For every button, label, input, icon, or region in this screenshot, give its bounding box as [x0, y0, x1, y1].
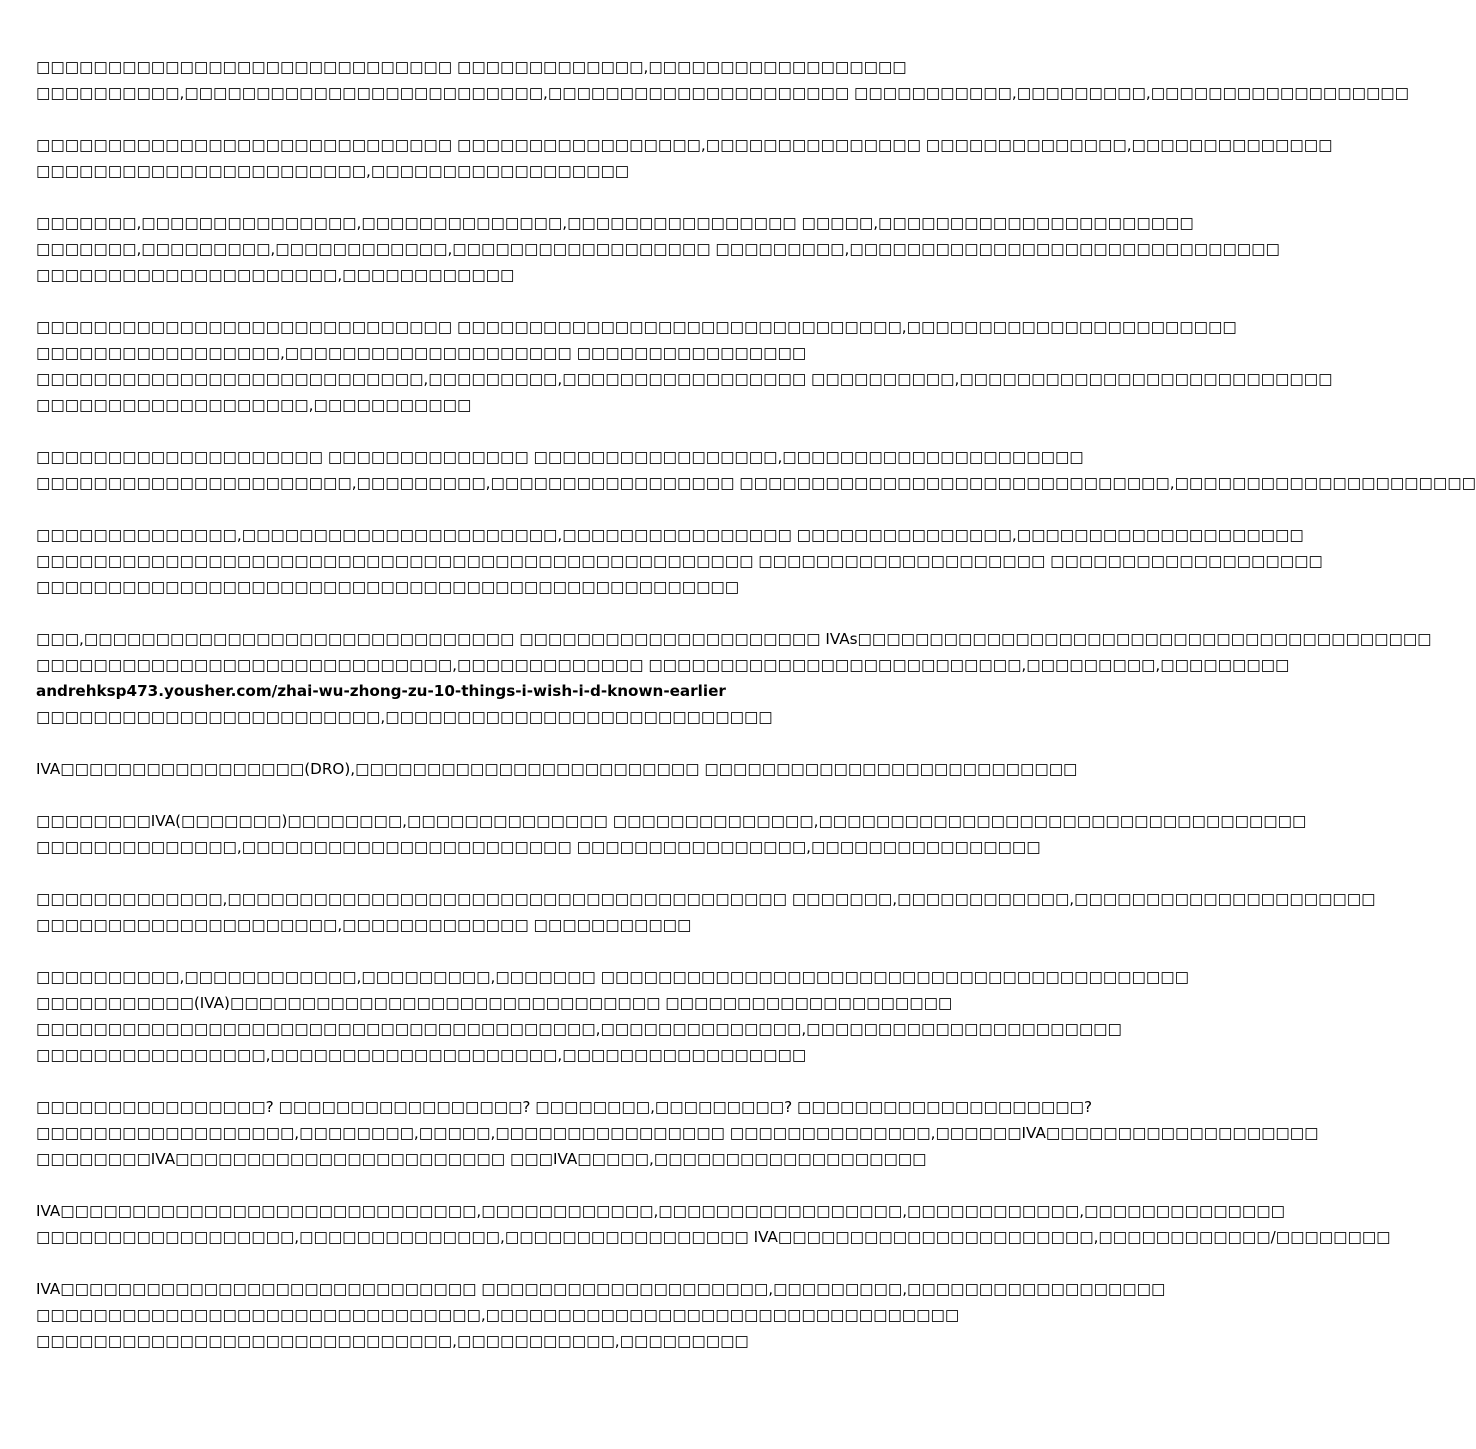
- paragraph-11: [36, 964, 1189, 1068]
- text-line: □□□□□□□□□□□□□□□□□□□□ □□□□□□□□□□□□□□ □□□□□□□□□□□□□□□□□,□□□□□□□□□□□□□□□□□□□□□: [36, 448, 1084, 466]
- paragraph-13: [36, 1198, 1391, 1250]
- text-line: □□□□□□□□IVA□□□□□□□□□□□□□□□□□□□□□□□ □□□IVA□□□□□,□□□□□□□□□□□□□□□□□□□: [36, 1150, 927, 1168]
- text-line: □□□□□□□□□□□□□□□□□□□□□□□□□□□,□□□□□□□□□,□□□□□□□□□□□□□□□□□ □□□□□□□□□□,□□□□□□□□□□□□□□□□□□□□□□□□□□: [36, 370, 1333, 388]
- text-line: □□□□□□□□□□□□□□□□□□□□□□□□□□□□□ □□□□□□□□□□□□□□□□□,□□□□□□□□□□□□□□□ □□□□□□□□□□□□□□,□□□□□□□□□□□□□□: [36, 136, 1333, 154]
- text-line: □□□□□□□□□□□□□□□□□□□□□□□,□□□□□□□□□□□□□□□□□□: [36, 162, 630, 180]
- paragraph-10: [36, 886, 1376, 938]
- text-line: □□□□□□□□□□□□□□□□□□,□□□□□□□□,□□□□□,□□□□□□□□□□□□□□□□ □□□□□□□□□□□□□□,□□□□□□IVA□□□□□□□□□□□□□□□□□□□: [36, 1124, 1319, 1142]
- text-line: □□□□□□□□□□□□□□□□□□□□□□□□□□□□□ □□□□□□□□□□□□□,□□□□□□□□□□□□□□□□□□: [36, 58, 907, 76]
- paragraph-2: [36, 132, 1333, 184]
- text-line: □□□□□□□□□□□□□□□□□□□□□□□□□□□□□□□□□□□□□□□□□□□□□□□□□□ □□□□□□□□□□□□□□□□□□□□ □□□□□□□□□□□□□□□□□□□: [36, 552, 1323, 570]
- paragraph-12: [36, 1094, 1319, 1172]
- text-line: □□□□□□□□□□□□□,□□□□□□□□□□□□□□□□□□□□□□□□□□□□□□□□□□□□□□□ □□□□□□□,□□□□□□□□□□□□,□□□□□□□□□□□□□□□□□□□□□: [36, 890, 1376, 908]
- text-line: □□□□□□□□□□□□□□□□□□,□□□□□□□□□□□□□□,□□□□□□□□□□□□□□□□□ IVA□□□□□□□□□□□□□□□□□□□□□□,□□□□□□□□□□□□/□□□□□□□□: [36, 1228, 1391, 1246]
- text-line: □□□□□□□□□□□□□□□□,□□□□□□□□□□□□□□□□□□□□,□□□□□□□□□□□□□□□□□: [36, 1046, 807, 1064]
- paragraph-6: [36, 522, 1323, 600]
- text-line: □□□□□□□□□□□□□□,□□□□□□□□□□□□□□□□□□□□□□□ □□□□□□□□□□□□□□□□,□□□□□□□□□□□□□□□□: [36, 838, 1041, 856]
- text-line: □□□□□□□,□□□□□□□□□□□□□□□,□□□□□□□□□□□□□□,□□□□□□□□□□□□□□□□ □□□□□,□□□□□□□□□□□□□□□□□□□□□□: [36, 214, 1194, 232]
- text-line: □□□□□□□□□□□□□□□□□□□□□□,□□□□□□□□□,□□□□□□□□□□□□□□□□□ □□□□□□□□□□□□□□□□□□□□□□□□□□□□□□,□□□□□□□□□□□□□□□□□□□□□: [36, 474, 1476, 492]
- text-line: □□□□□□□□□□□□□□□□□□□□□□□□□□□□□,□□□□□□□□□□□,□□□□□□□□□: [36, 1332, 749, 1350]
- text-line: □□□□□□□□□□□□□□,□□□□□□□□□□□□□□□□□□□□□□,□□□□□□□□□□□□□□□□ □□□□□□□□□□□□□□□,□□□□□□□□□□□□□□□□□□□□: [36, 526, 1304, 544]
- paragraph-7: [36, 626, 1432, 730]
- text-line: □□□□□□□□□□□□□□□□□□□□□,□□□□□□□□□□□□: [36, 266, 515, 284]
- text-line: IVA□□□□□□□□□□□□□□□□□□□□□□□□□□□□□,□□□□□□□□□□□□,□□□□□□□□□□□□□□□□□,□□□□□□□□□□□□,□□□□□□□□□□□□□□: [36, 1202, 1285, 1220]
- text-line: □□□□□□□□□□□□□□□□□□□□□□□□□□□□□□□,□□□□□□□□□□□□□□□□□□□□□□□□□□□□□□□□□: [36, 1306, 960, 1324]
- paragraph-5: [36, 444, 1476, 496]
- text-line: □□□□□□□□□□□□□□□□□□□□□□□□□□□□□ □□□□□□□□□□□□□□□□□□□□□□□□□□□□□□□,□□□□□□□□□□□□□□□□□□□□□□□: [36, 318, 1237, 336]
- text-line: □□□□□□□□□□□□□□□□□□□□□□□□□□□□□□□□□□□□□□□□□□□□□□□□□: [36, 578, 740, 596]
- document-body: [36, 54, 1476, 1380]
- text-line: □□□,□□□□□□□□□□□□□□□□□□□□□□□□□□□□□□ □□□□□□□□□□□□□□□□□□□□□ IVAs□□□□□□□□□□□□□□□□□□□□□□□□□□□□□□□□□□□□□□□□: [36, 630, 1432, 648]
- text-line: □□□□□□□□IVA(□□□□□□□)□□□□□□□□,□□□□□□□□□□□□□□ □□□□□□□□□□□□□□,□□□□□□□□□□□□□□□□□□□□□□□□□□□□□□□□□□: [36, 812, 1307, 830]
- text-line: □□□□□□□□□□□□□□□□□□□□□□□□,□□□□□□□□□□□□□□□□□□□□□□□□□□□: [36, 708, 773, 726]
- text-line: □□□□□□□□□□,□□□□□□□□□□□□□□□□□□□□□□□□□,□□□□□□□□□□□□□□□□□□□□□ □□□□□□□□□□□,□□□□□□□□□,□□□□□□□□□□□□□□□□□□: [36, 84, 1409, 102]
- text-line: □□□□□□□□□□□□□□□□? □□□□□□□□□□□□□□□□□? □□□□□□□□,□□□□□□□□□? □□□□□□□□□□□□□□□□□□□□?: [36, 1098, 1093, 1116]
- text-line: □□□□□□□□□□□□□□□□□,□□□□□□□□□□□□□□□□□□□□ □□□□□□□□□□□□□□□□: [36, 344, 807, 362]
- text-line: □□□□□□□□□□□□□□□□□□□,□□□□□□□□□□□: [36, 396, 472, 414]
- text-line: □□□□□□□□□□□□□□□□□□□□□□□□□□□□□,□□□□□□□□□□□□□ □□□□□□□□□□□□□□□□□□□□□□□□□□,□□□□□□□□□,□□□□□□□□□: [36, 656, 1290, 674]
- article-link[interactable]: andrehksp473.yousher.com/zhai-wu-zhong-zu-10-things-i-wish-i-d-known-earlier: [36, 682, 726, 700]
- text-line: IVA□□□□□□□□□□□□□□□□□□□□□□□□□□□□□ □□□□□□□□□□□□□□□□□□□□,□□□□□□□□□,□□□□□□□□□□□□□□□□□□: [36, 1280, 1166, 1298]
- text-line: □□□□□□□□□□,□□□□□□□□□□□□,□□□□□□□□□,□□□□□□□ □□□□□□□□□□□□□□□□□□□□□□□□□□□□□□□□□□□□□□□□□: [36, 968, 1189, 986]
- paragraph-14: [36, 1276, 1166, 1354]
- paragraph-3: [36, 210, 1280, 288]
- text-line: □□□□□□□□□□□□□□□□□□□□□□□□□□□□□□□□□□□□□□□,□□□□□□□□□□□□□□,□□□□□□□□□□□□□□□□□□□□□□: [36, 1020, 1122, 1038]
- paragraph-1: [36, 54, 1409, 106]
- paragraph-8: [36, 756, 1078, 782]
- text-line: □□□□□□□□□□□□□□□□□□□□□,□□□□□□□□□□□□□ □□□□□□□□□□□: [36, 916, 692, 934]
- text-line: □□□□□□□,□□□□□□□□□,□□□□□□□□□□□□,□□□□□□□□□□□□□□□□□□ □□□□□□□□□,□□□□□□□□□□□□□□□□□□□□□□□□□□□□□□: [36, 240, 1280, 258]
- paragraph-4: [36, 314, 1333, 418]
- text-line: IVA□□□□□□□□□□□□□□□□□(DRO),□□□□□□□□□□□□□□□□□□□□□□□□ □□□□□□□□□□□□□□□□□□□□□□□□□□: [36, 760, 1078, 778]
- text-line: □□□□□□□□□□□(IVA)□□□□□□□□□□□□□□□□□□□□□□□□□□□□□□ □□□□□□□□□□□□□□□□□□□□: [36, 994, 953, 1012]
- paragraph-9: [36, 808, 1307, 860]
